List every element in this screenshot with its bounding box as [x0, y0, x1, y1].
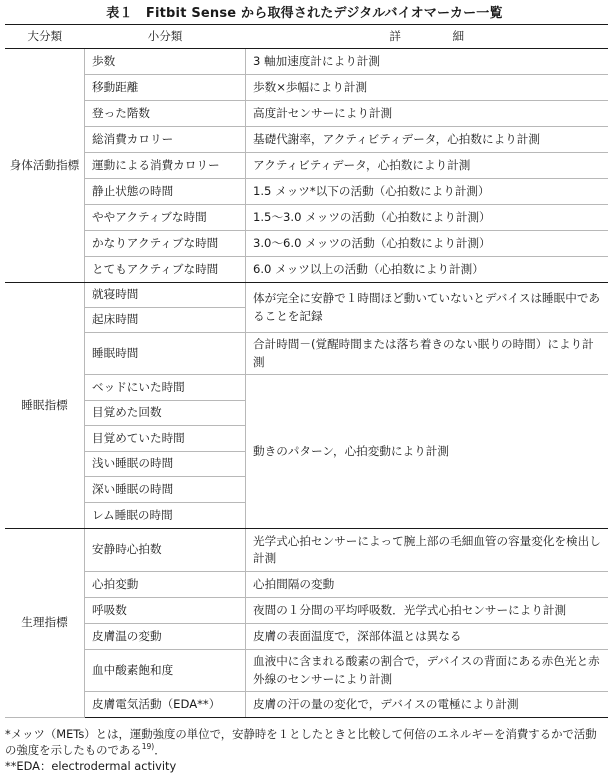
table-row — [5, 598, 608, 624]
table-row — [5, 153, 608, 179]
detail-cell: 心拍間隔の変動 — [246, 572, 609, 598]
table-row — [5, 231, 608, 257]
sub-category-cell: 目覚めた回数 — [85, 401, 246, 426]
sub-category-cell: ややアクティブな時間 — [85, 205, 246, 231]
reference-marker: 19) — [141, 742, 155, 751]
sub-category-cell: 起床時間 — [85, 308, 246, 333]
table-row — [5, 101, 608, 127]
detail-cell: 動きのパターン，心拍変動により計測 — [246, 375, 609, 529]
table-row — [5, 179, 608, 205]
footnotes — [5, 726, 607, 774]
sub-category-cell: 深い睡眠の時間 — [85, 477, 246, 503]
table-row — [5, 529, 608, 572]
header-major-category: 大分類 — [5, 25, 85, 49]
sub-category-cell: 就寝時間 — [85, 283, 246, 308]
detail-cell: 夜間の１分間の平均呼吸数．光学式心拍センサーにより計測 — [246, 598, 609, 624]
table-row — [5, 624, 608, 650]
sub-category-cell: 移動距離 — [85, 75, 246, 101]
table-row — [5, 333, 608, 375]
footnote-eda: **EDA：electrodermal activity — [5, 759, 177, 773]
sub-category-cell: 登った階数 — [85, 101, 246, 127]
table-row — [5, 49, 608, 75]
sub-category-cell: 静止状態の時間 — [85, 179, 246, 205]
table-row — [5, 257, 608, 283]
table-header-row — [5, 25, 608, 49]
detail-cell: 光学式心拍センサーによって腕上部の毛細血管の容量変化を検出し計測 — [246, 529, 609, 572]
detail-cell: 皮膚の表面温度で，深部体温とは異なる — [246, 624, 609, 650]
sub-category-cell: とてもアクティブな時間 — [85, 257, 246, 283]
footnote-mets-end: ． — [154, 743, 166, 757]
sub-category-cell: ベッドにいた時間 — [85, 375, 246, 401]
sub-category-cell: 皮膚温の変動 — [85, 624, 246, 650]
table-row — [5, 650, 608, 692]
detail-cell: 高度計センサーにより計測 — [246, 101, 609, 127]
sub-category-cell: レム睡眠の時間 — [85, 503, 246, 529]
sub-category-cell: 皮膚電気活動（EDA**） — [85, 692, 246, 718]
detail-cell: 3 軸加速度計により計測 — [246, 49, 609, 75]
sub-category-cell: 歩数 — [85, 49, 246, 75]
sub-category-cell: 血中酸素飽和度 — [85, 650, 246, 692]
category-physiology: 生理指標 — [5, 529, 85, 718]
footnote-mets — [5, 726, 607, 758]
detail-cell: アクティビティデータ，心拍数により計測 — [246, 153, 609, 179]
footnote-mets-text: *メッツ（METs）とは，運動強度の単位で，安静時を１としたときと比較して何倍のエネルギーを消費するかで活動の強度を示したものである — [5, 727, 597, 757]
table-caption: 表１ Fitbit Sense から取得されたデジタルバイオマーカー一覧 — [106, 6, 503, 21]
sub-category-cell: 目覚めていた時間 — [85, 426, 246, 452]
detail-cell: 6.0 メッツ以上の活動（心拍数により計測） — [246, 257, 609, 283]
table-row — [5, 127, 608, 153]
biomarker-table — [5, 24, 608, 718]
detail-cell: 基礎代謝率，アクティビティデータ，心拍数により計測 — [246, 127, 609, 153]
header-detail: 詳 細 — [246, 25, 609, 49]
sub-category-cell: 総消費カロリー — [85, 127, 246, 153]
detail-cell: 1.5～3.0 メッツの活動（心拍数により計測） — [246, 205, 609, 231]
detail-cell: 血液中に含まれる酸素の割合で，デバイスの背面にある赤色光と赤外線のセンサーにより計測 — [246, 650, 609, 692]
table-row — [5, 375, 608, 401]
detail-cell: 3.0～6.0 メッツの活動（心拍数により計測） — [246, 231, 609, 257]
sub-category-cell: 浅い睡眠の時間 — [85, 452, 246, 477]
table-row — [5, 75, 608, 101]
detail-cell: 1.5 メッツ*以下の活動（心拍数により計測） — [246, 179, 609, 205]
sub-category-cell: 睡眠時間 — [85, 333, 246, 375]
sub-category-cell: 呼吸数 — [85, 598, 246, 624]
table-row — [5, 283, 608, 308]
detail-cell: 合計時間－(覚醒時間または落ち着きのない眠りの時間）により計測 — [246, 333, 609, 375]
header-sub-category: 小分類 — [85, 25, 246, 49]
sub-category-cell: かなりアクティブな時間 — [85, 231, 246, 257]
sub-category-cell: 安静時心拍数 — [85, 529, 246, 572]
table-row — [5, 692, 608, 718]
detail-cell: 皮膚の汗の量の変化で，デバイスの電極により計測 — [246, 692, 609, 718]
table-row — [5, 572, 608, 598]
category-sleep: 睡眠指標 — [5, 283, 85, 529]
category-physical-activity: 身体活動指標 — [5, 49, 85, 283]
detail-cell: 歩数×歩幅により計測 — [246, 75, 609, 101]
table-row — [5, 205, 608, 231]
sub-category-cell: 心拍変動 — [85, 572, 246, 598]
sub-category-cell: 運動による消費カロリー — [85, 153, 246, 179]
detail-cell: 体が完全に安静で１時間ほど動いていないとデバイスは睡眠中であることを記録 — [246, 283, 609, 333]
